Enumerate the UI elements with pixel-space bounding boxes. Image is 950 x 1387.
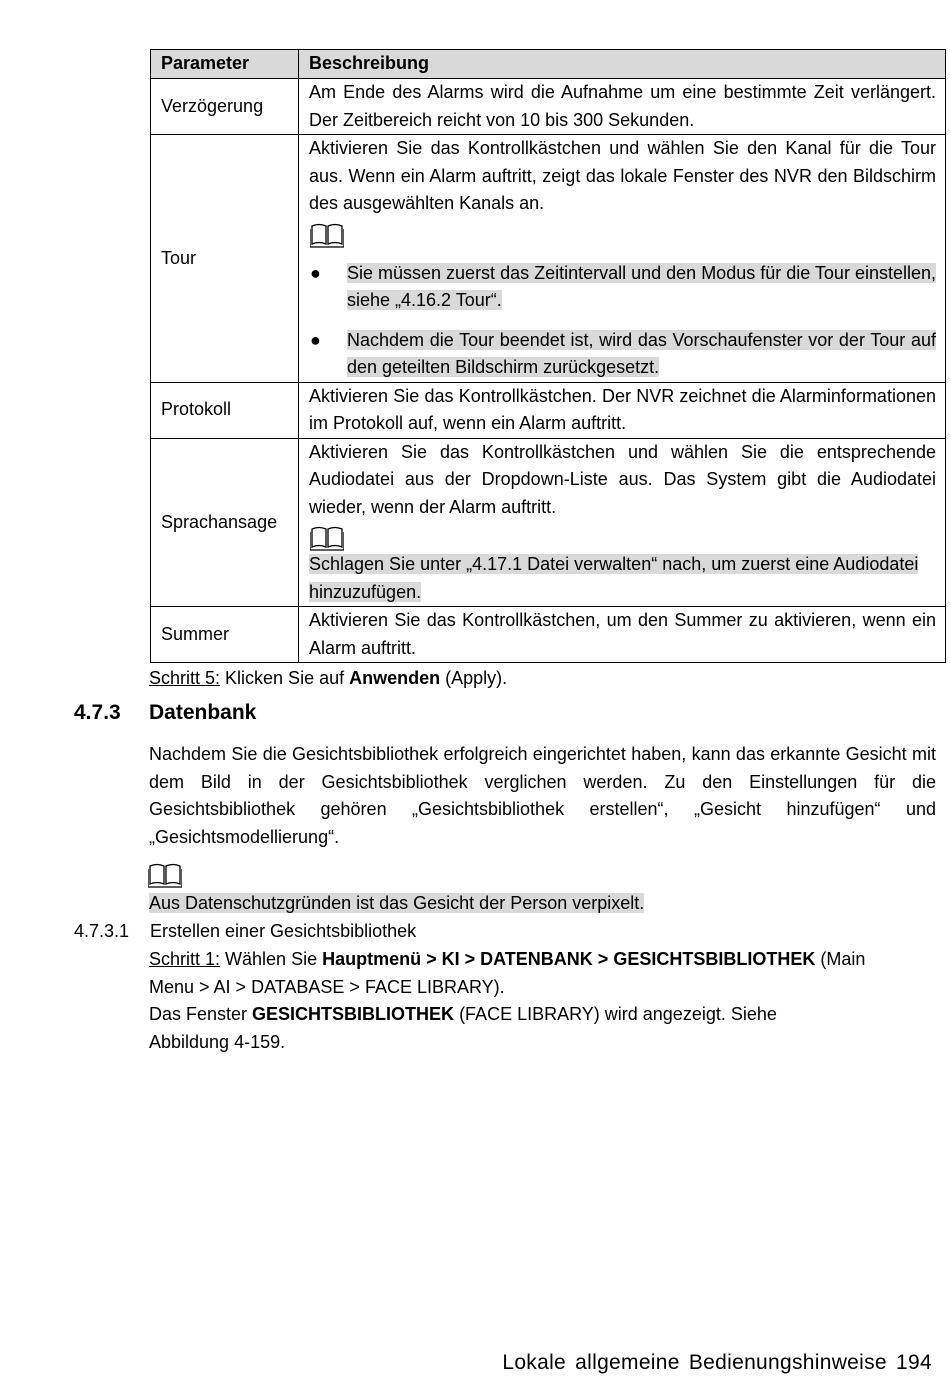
window-description: Das Fenster GESICHTSBIBLIOTHEK (FACE LIBRARY) wird angezeigt. Siehe Abbildung 4-159. [149,1004,777,1052]
table-row [151,135,946,383]
book-note-icon [310,222,344,248]
note-text: Schlagen Sie unter „4.17.1 Datei verwalten“ nach, um zuerst eine Audiodatei hinzuzufügen. [309,554,919,602]
param-name: Protokoll [151,382,299,438]
param-name: Summer [151,607,299,663]
step-label: Schritt 1: [149,949,221,969]
table-header-description: Beschreibung [299,50,946,79]
param-description [299,135,946,383]
param-name: Verzögerung [151,79,299,135]
param-description-text: Aktivieren Sie das Kontrollkästchen und wählen Sie den Kanal für die Tour aus. Wenn ein Alarm auftritt, zeigt das lokale Fenster des NVR den Bildschirm des ausgewählten Kanals an. [309,138,936,213]
note-bullet-item [309,260,936,315]
table-row [151,79,946,135]
step-label: Schritt 5: [149,668,221,688]
section-intro: Nachdem Sie die Gesichtsbibliothek erfolgreich eingerichtet haben, kann das erkannte Gesicht mit dem Bild in der Gesichtsbibliothek verglichen werden. Zu den Einstellungen für die Gesichtsbibliothek gehören „Gesichtsbibliothek erstellen“, „Gesicht hinzufügen“ und „Gesichtsmodellierung“. [149,744,936,847]
bullet-icon: ● [310,262,321,283]
param-description-text: Aktivieren Sie das Kontrollkästchen und wählen Sie die entsprechende Audiodatei aus der Dropdown-Liste aus. Das System gibt die Audiodatei wieder, wenn der Alarm auftritt. [309,441,936,517]
param-name: Sprachansage [151,438,299,607]
table-header-row [151,50,946,79]
section-title: Datenbank [149,701,257,724]
parameter-table [150,49,946,663]
note-text: Nachdem die Tour beendet ist, wird das Vorschaufenster vor der Tour auf den geteilten Bildschirm zurückgesetzt. [347,329,936,377]
section-number: 4.7.3 [74,701,121,724]
note-bullet-item [309,327,936,382]
step-5: Schritt 5: Klicken Sie auf Anwenden (Apply). [149,668,508,688]
subsection-title: Erstellen einer Gesichtsbibliothek [150,921,417,941]
note-text: Sie müssen zuerst das Zeitintervall und den Modus für die Tour einstellen, siehe „4.16.2 Tour“. [347,262,936,310]
param-description: Am Ende des Alarms wird die Aufnahme um eine bestimmte Zeit verlängert. Der Zeitbereich reicht von 10 bis 300 Sekunden. [299,79,946,135]
bullet-icon: ● [310,329,321,350]
subsection-heading [74,918,416,946]
param-description: Aktivieren Sie das Kontrollkästchen. Der NVR zeichnet die Alarminformationen im Protokoll auf, wenn ein Alarm auftritt. [299,382,946,438]
table-row [151,607,946,663]
apply-term: Anwenden [349,668,441,688]
book-note-icon [310,525,344,551]
page-number: 194 [896,1351,932,1374]
table-header-parameter: Parameter [151,50,299,79]
section-heading [74,701,256,725]
param-description: Aktivieren Sie das Kontrollkästchen, um den Summer zu aktivieren, wenn ein Alarm auftritt. [299,607,946,663]
privacy-note [149,890,936,918]
subsection-number: 4.7.3.1 [74,921,130,941]
page-footer [502,1351,932,1375]
table-row [151,438,946,607]
step-1: Schritt 1: Wählen Sie Hauptmenü > KI > DATENBANK > GESICHTSBIBLIOTHEK (Main Menu > AI > DATABASE > FACE LIBRARY). [149,949,866,997]
param-name: Tour [151,135,299,383]
table-row [151,382,946,438]
book-note-icon [148,862,182,888]
param-description [299,438,946,607]
footer-text: Lokale allgemeine Bedienungshinweise [502,1351,887,1374]
note-text: Aus Datenschutzgründen ist das Gesicht der Person verpixelt. [149,893,645,913]
